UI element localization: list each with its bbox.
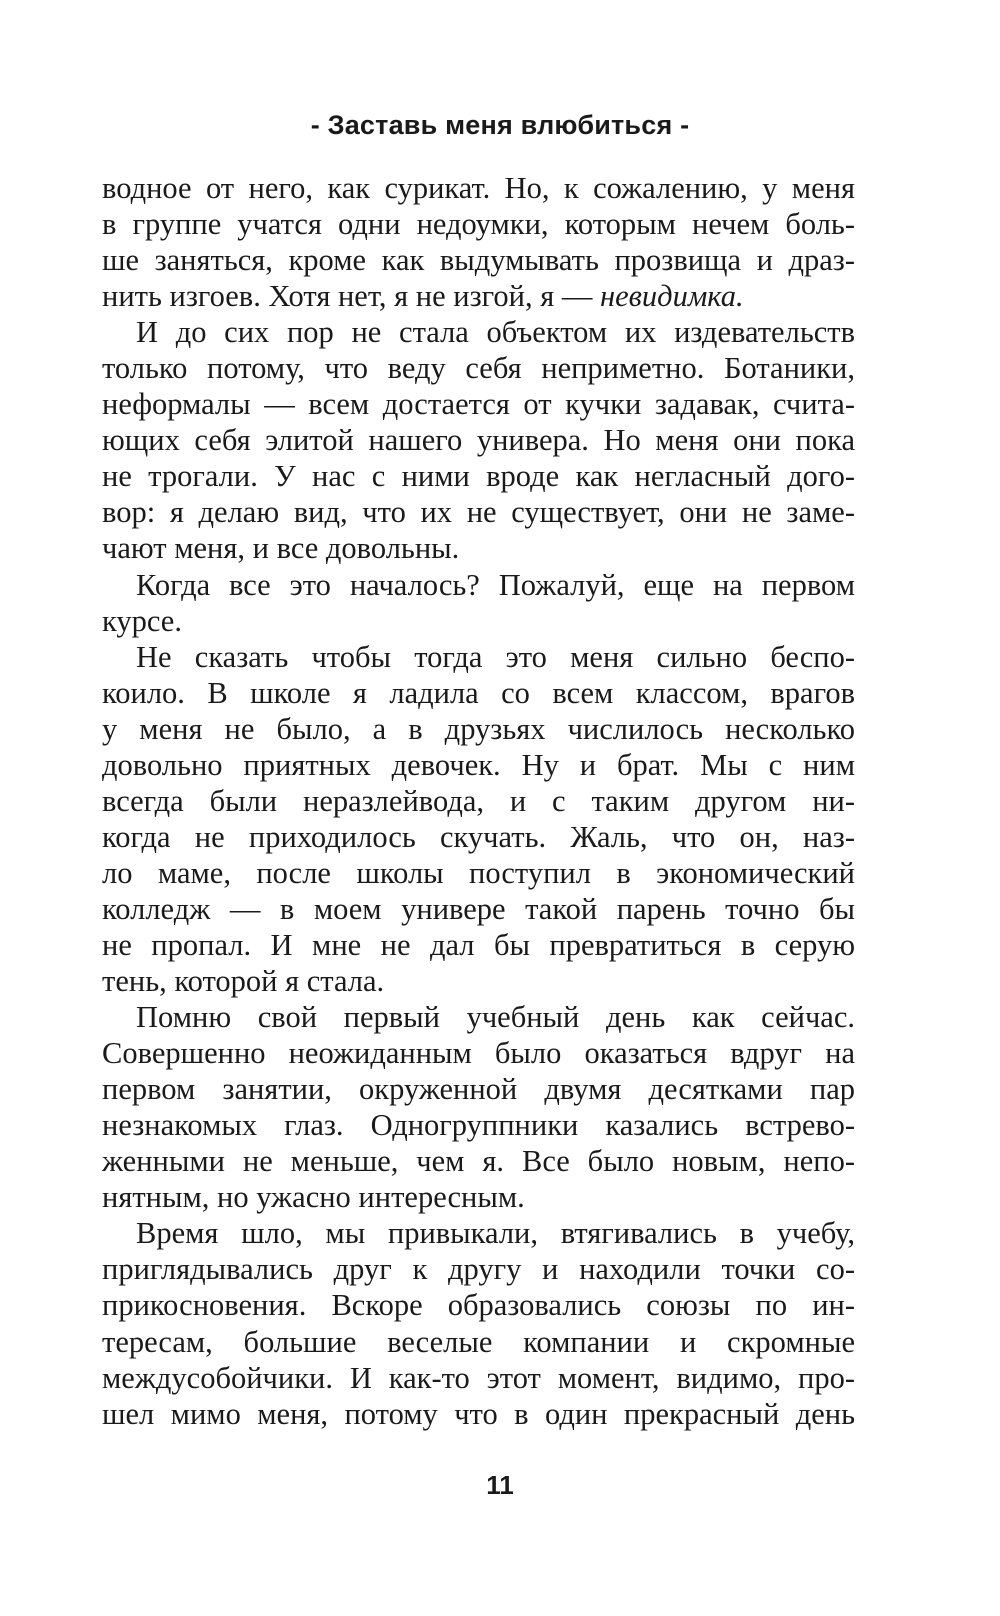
text-line: незнакомых глаз. Одногруппники казались встрево- [102, 1108, 855, 1143]
text-line: колледж — в моем универе такой парень точно бы [102, 891, 855, 926]
text-line: не пропал. И мне не дал бы превратиться в серую [102, 927, 855, 962]
paragraph-start: И до сих пор не стала объектом их издевательств [136, 315, 855, 350]
text-line: курсе. [102, 603, 182, 638]
text-line: нятным, но ужасно интересным. [102, 1180, 525, 1215]
text-line: когда не приходилось скучать. Жаль, что он, наз- [102, 819, 855, 854]
text-line: в группе учатся одни недоумки, которым нечем боль- [102, 207, 855, 242]
text-line: приглядывались друг к другу и находили точки со- [102, 1252, 855, 1287]
text-line: вор: я делаю вид, что их не существует, они не заме- [102, 495, 855, 530]
paragraph-start: Время шло, мы привыкали, втягивались в учебу, [136, 1216, 855, 1251]
text-line: тень, которой я стала. [102, 964, 385, 999]
text-line: прикосновения. Вскоре образовались союзы по ин- [102, 1288, 855, 1323]
text-line: довольно приятных девочек. Ну и брат. Мы с ним [102, 747, 855, 782]
text-line: коило. В школе я ладила со всем классом, врагов [102, 675, 855, 710]
text-line: первом занятии, окруженной двумя десятками пар [102, 1072, 855, 1107]
text-line: Совершенно неожиданным было оказаться вдруг на [102, 1036, 855, 1071]
text-line: тересам, большие веселые компании и скромные [102, 1324, 855, 1359]
italic-word: невидимка. [599, 279, 744, 314]
body-text [102, 170, 855, 1432]
page-number: 11 [486, 1470, 514, 1500]
text-line [102, 278, 855, 314]
text-line: только потому, что веду себя неприметно. Ботаники, [102, 351, 855, 386]
text-line: всегда были неразлейвода, и с таким другом ни- [102, 783, 855, 818]
paragraph-start: Когда все это началось? Пожалуй, еще на первом [136, 567, 855, 602]
text-line: ло маме, после школы поступил в экономический [102, 855, 855, 890]
text-line: не трогали. У нас с ними вроде как негласный дого- [102, 459, 855, 494]
paragraph-start: Не сказать чтобы тогда это меня сильно беспо- [136, 639, 855, 674]
text-line: ющих себя элитой нашего универа. Но меня они пока [102, 423, 855, 458]
text-line-start: нить изгоев. Хотя нет, я не изгой, я — [102, 279, 600, 314]
text-line: водное от него, как сурикат. Но, к сожалению, у меня [102, 171, 855, 205]
text-line: у меня не было, а в друзьях числилось несколько [102, 711, 855, 746]
text-line: ше заняться, кроме как выдумывать прозвища и драз- [102, 243, 855, 278]
text-line: междусобойчики. И как-то этот момент, видимо, про- [102, 1360, 855, 1395]
text-line: шел мимо меня, потому что в один прекрасный день [102, 1396, 855, 1431]
text-line: неформалы — всем достается от кучки задавак, счита- [102, 387, 855, 422]
text-line: женными не меньше, чем я. Все было новым, непо- [102, 1144, 855, 1179]
running-head: - Заставь меня влюбиться - [310, 110, 690, 140]
paragraph-start: Помню свой первый учебный день как сейчас. [136, 1000, 855, 1035]
text-line: чают меня, и все довольны. [102, 531, 460, 566]
